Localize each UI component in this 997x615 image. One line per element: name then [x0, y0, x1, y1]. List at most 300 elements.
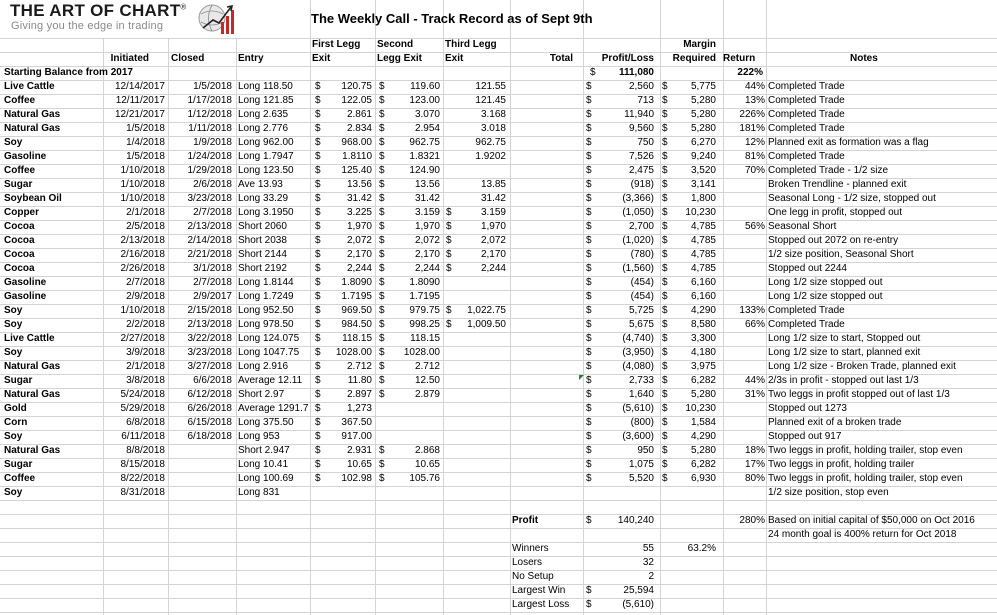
commodity: Copper	[4, 207, 39, 218]
currency-sign: $	[379, 361, 385, 372]
second-legg-exit: 2,072	[414, 235, 440, 246]
brand-logo	[0, 0, 310, 38]
initiated-date: 1/10/2018	[120, 193, 165, 204]
profit-value: 140,240	[617, 515, 654, 526]
currency-sign: $	[315, 389, 321, 400]
closed-date: 2/6/2018	[193, 179, 232, 190]
currency-sign: $	[315, 375, 321, 386]
initiated-date: 1/4/2018	[126, 137, 165, 148]
note: Seasonal Short	[768, 221, 837, 232]
largest-loss-value: (5,610)	[622, 599, 654, 610]
profit-loss: (800)	[630, 417, 654, 428]
header-total: Total	[549, 53, 573, 64]
currency-sign: $	[586, 333, 592, 344]
currency-sign: $	[662, 389, 668, 400]
currency-sign: $	[586, 417, 592, 428]
header-notes: Notes	[850, 53, 878, 64]
no-setup-label: No Setup	[512, 571, 554, 582]
currency-sign: $	[586, 123, 592, 134]
profit-loss: (780)	[630, 249, 654, 260]
currency-sign: $	[315, 291, 321, 302]
second-legg-exit: 962.75	[409, 137, 440, 148]
third-legg-exit: 121.55	[475, 81, 506, 92]
currency-sign: $	[315, 277, 321, 288]
currency-sign: $	[586, 459, 592, 470]
first-legg-exit: 1.7195	[341, 291, 372, 302]
currency-sign: $	[586, 151, 592, 162]
entry: Long 962.00	[238, 137, 294, 148]
commodity: Soy	[4, 319, 23, 330]
currency-sign: $	[379, 221, 385, 232]
second-legg-exit: 119.60	[410, 81, 440, 92]
entry: Long 1.7947	[238, 151, 294, 162]
currency-sign: $	[379, 291, 385, 302]
third-legg-exit: 2,244	[480, 263, 506, 274]
currency-sign: $	[662, 333, 668, 344]
first-legg-exit: 1.8090	[341, 277, 372, 288]
currency-sign: $	[315, 165, 321, 176]
initiated-date: 1/10/2018	[120, 305, 165, 316]
profit-loss: 5,725	[628, 305, 654, 316]
commodity: Soy	[4, 431, 23, 442]
return-percent: 80%	[744, 473, 765, 484]
grid-column-line	[310, 0, 311, 615]
currency-sign: $	[315, 123, 321, 134]
closed-date: 2/7/2018	[193, 207, 232, 218]
commodity: Natural Gas	[4, 389, 61, 400]
currency-sign: $	[315, 109, 321, 120]
profit-loss: 1,075	[628, 459, 654, 470]
currency-sign: $	[315, 403, 321, 414]
header-third-exit: Exit	[445, 53, 464, 64]
currency-sign: $	[662, 123, 668, 134]
closed-date: 6/18/2018	[187, 431, 232, 442]
entry: Long 1047.75	[238, 347, 300, 358]
third-legg-exit: 2,072	[480, 235, 506, 246]
currency-sign: $	[586, 207, 592, 218]
first-legg-exit: 31.42	[346, 193, 372, 204]
currency-sign: $	[446, 305, 452, 316]
entry: Long 124.075	[238, 333, 300, 344]
currency-sign: $	[379, 459, 385, 470]
currency-sign: $	[315, 207, 321, 218]
currency-sign: $	[586, 179, 592, 190]
entry: Long 375.50	[238, 417, 294, 428]
first-legg-exit: 125.40	[341, 165, 372, 176]
second-legg-exit: 2.954	[414, 123, 440, 134]
commodity: Soybean Oil	[4, 193, 62, 204]
initiated-date: 2/16/2018	[120, 249, 165, 260]
entry: Long 33.29	[238, 193, 289, 204]
margin-required: 6,282	[690, 375, 716, 386]
closed-date: 3/23/2018	[187, 347, 232, 358]
first-legg-exit: 984.50	[341, 319, 372, 330]
currency-sign: $	[315, 193, 321, 204]
note: Completed Trade	[768, 319, 845, 330]
second-legg-exit: 13.56	[414, 179, 440, 190]
logo-name: THE ART OF CHART®	[10, 1, 187, 20]
return-percent: 133%	[739, 305, 765, 316]
commodity: Cocoa	[4, 263, 35, 274]
commodity: Soy	[4, 487, 23, 498]
commodity: Sugar	[4, 179, 33, 190]
note: Long 1/2 size stopped out	[768, 291, 883, 302]
initiated-date: 2/26/2018	[120, 263, 165, 274]
commodity: Gasoline	[4, 291, 47, 302]
margin-required: 3,520	[690, 165, 716, 176]
initiated-date: 5/24/2018	[120, 389, 165, 400]
profit-loss: (4,740)	[622, 333, 654, 344]
currency-sign: $	[662, 473, 668, 484]
currency-sign: $	[586, 109, 592, 120]
header-initiated: Initiated	[110, 53, 149, 64]
currency-sign: $	[662, 277, 668, 288]
entry: Long 3.1950	[238, 207, 294, 218]
closed-date	[168, 444, 232, 458]
third-legg-exit: 2,170	[480, 249, 506, 260]
currency-sign: $	[586, 305, 592, 316]
header-second-exit: Legg Exit	[377, 53, 423, 64]
currency-sign: $	[315, 263, 321, 274]
note: Long 1/2 size to start, Stopped out	[768, 333, 921, 344]
currency-sign: $	[586, 235, 592, 246]
currency-sign: $	[379, 193, 385, 204]
currency-sign: $	[446, 263, 452, 274]
grid-column-line	[375, 0, 376, 615]
closed-date	[168, 458, 232, 472]
second-legg-exit: 1.8321	[409, 151, 440, 162]
comment-indicator	[579, 375, 584, 380]
entry: Short 2.947	[238, 445, 290, 456]
closed-date: 2/7/2018	[193, 277, 232, 288]
note: Completed Trade	[768, 109, 845, 120]
note: Stopped out 2072 on re-entry	[768, 235, 899, 246]
profit-loss: 11,940	[624, 109, 654, 120]
profit-label: Profit	[512, 515, 539, 526]
profit-loss: (3,366)	[622, 193, 654, 204]
margin-required: 6,160	[690, 277, 716, 288]
currency-sign: $	[379, 109, 385, 120]
currency-sign: $	[315, 235, 321, 246]
currency-sign: $	[586, 165, 592, 176]
entry: Long 10.41	[238, 459, 289, 470]
currency-sign: $	[662, 459, 668, 470]
commodity: Soy	[4, 347, 23, 358]
entry: Long 2.776	[238, 123, 289, 134]
initiated-date: 3/9/2018	[126, 347, 165, 358]
currency-sign: $	[586, 263, 592, 274]
third-legg-exit: 3.159	[480, 207, 506, 218]
summary-note-capital: Based on initial capital of $50,000 on Oct 2016	[768, 515, 975, 526]
closed-date: 3/27/2018	[187, 361, 232, 372]
first-legg-exit: 968.00	[341, 137, 372, 148]
profit-loss: 1,640	[628, 389, 654, 400]
currency-sign: $	[662, 109, 668, 120]
currency-sign: $	[586, 375, 592, 386]
return-percent: 17%	[744, 459, 765, 470]
first-legg-exit: 2.834	[346, 123, 372, 134]
entry: Short 2192	[238, 263, 287, 274]
return-percent: 18%	[744, 445, 765, 456]
profit-return: 280%	[739, 515, 765, 526]
second-legg-exit: 1.7195	[409, 291, 440, 302]
margin-required: 4,180	[690, 347, 716, 358]
second-legg-exit: 979.75	[409, 305, 440, 316]
grid-row-line	[0, 612, 997, 613]
currency-sign: $	[662, 347, 668, 358]
profit-loss: (5,610)	[622, 403, 654, 414]
winners-count: 55	[642, 543, 654, 554]
return-percent: 56%	[744, 221, 765, 232]
first-legg-exit: 2.861	[346, 109, 372, 120]
commodity: Coffee	[4, 473, 36, 484]
grid-column-line	[443, 0, 444, 615]
currency-sign: $	[379, 347, 385, 358]
second-legg-exit: 2.868	[414, 445, 440, 456]
currency-sign: $	[662, 361, 668, 372]
entry: Short 2144	[238, 249, 287, 260]
closed-date: 1/11/2018	[188, 123, 232, 134]
winners-label: Winners	[512, 543, 549, 554]
grid-column-line	[510, 0, 511, 615]
second-legg-exit: 998.25	[409, 319, 440, 330]
initiated-date: 8/31/2018	[120, 487, 165, 498]
initiated-date: 1/5/2018	[126, 123, 165, 134]
header-profit-loss: Profit/Loss	[601, 53, 654, 64]
currency-sign: $	[662, 137, 668, 148]
first-legg-exit: 122.05	[341, 95, 372, 106]
second-legg-exit: 3.159	[414, 207, 440, 218]
header-second-legg: Second	[377, 39, 414, 50]
profit-loss: (454)	[630, 277, 654, 288]
initiated-date: 3/8/2018	[126, 375, 165, 386]
third-legg-exit: 3.018	[480, 123, 506, 134]
entry: Short 2.97	[238, 389, 285, 400]
third-legg-exit: 3.168	[480, 109, 506, 120]
margin-required: 5,280	[690, 95, 716, 106]
currency-sign: $	[379, 305, 385, 316]
commodity: Sugar	[4, 375, 33, 386]
starting-balance-return: 222%	[737, 67, 763, 78]
commodity: Natural Gas	[4, 109, 61, 120]
header-third-legg: Third Legg	[445, 39, 497, 50]
second-legg-exit: 124.90	[409, 165, 440, 176]
currency-sign: $	[379, 277, 385, 288]
commodity: Natural Gas	[4, 445, 61, 456]
closed-date: 2/13/2018	[187, 221, 232, 232]
profit-loss: (3,950)	[622, 347, 654, 358]
entry: Ave 13.93	[238, 179, 283, 190]
currency-sign: $	[446, 249, 452, 260]
starting-balance-value: 111,080	[618, 67, 654, 78]
second-legg-exit: 10.65	[414, 459, 440, 470]
initiated-date: 1/10/2018	[120, 179, 165, 190]
currency-sign: $	[379, 207, 385, 218]
currency-sign: $	[379, 151, 385, 162]
initiated-date: 2/1/2018	[126, 207, 165, 218]
grid-column-line	[583, 0, 584, 615]
entry: Long 952.50	[238, 305, 294, 316]
initiated-date: 8/8/2018	[126, 445, 165, 456]
currency-sign: $	[379, 235, 385, 246]
grid-row-line	[0, 570, 997, 571]
currency-sign: $	[662, 235, 668, 246]
currency-sign: $	[586, 137, 592, 148]
entry: Long 123.50	[238, 165, 294, 176]
commodity: Corn	[4, 417, 28, 428]
profit-loss: 2,733	[628, 375, 654, 386]
currency-sign: $	[662, 403, 668, 414]
currency-sign: $	[446, 235, 452, 246]
margin-required: 10,230	[685, 403, 716, 414]
profit-loss: 2,700	[628, 221, 654, 232]
currency-sign: $	[446, 207, 452, 218]
first-legg-exit: 1,970	[346, 221, 372, 232]
third-legg-exit: 13.85	[480, 179, 506, 190]
margin-required: 4,785	[690, 249, 716, 260]
third-legg-exit: 121.45	[475, 95, 506, 106]
currency-sign: $	[586, 361, 592, 372]
margin-required: 1,800	[690, 193, 716, 204]
return-percent: 13%	[744, 95, 765, 106]
note: Completed Trade	[768, 95, 845, 106]
currency-sign: $	[662, 179, 668, 190]
currency-sign: $	[315, 347, 321, 358]
entry: Long 1.7249	[238, 291, 294, 302]
note: Planned exit of a broken trade	[768, 417, 902, 428]
note: Stopped out 917	[768, 431, 842, 442]
note: Completed Trade	[768, 151, 845, 162]
currency-sign: $	[662, 445, 668, 456]
entry: Long 2.916	[238, 361, 289, 372]
currency-sign: $	[586, 473, 592, 484]
margin-required: 5,280	[690, 123, 716, 134]
currency-sign: $	[315, 151, 321, 162]
profit-currency: $	[586, 515, 592, 526]
return-percent: 31%	[744, 389, 765, 400]
first-legg-exit: 1,273	[346, 403, 372, 414]
profit-loss: 713	[637, 95, 654, 106]
currency-sign: $	[662, 165, 668, 176]
entry: Short 2060	[238, 221, 287, 232]
initiated-date: 1/10/2018	[120, 165, 165, 176]
currency-sign: $	[379, 179, 385, 190]
return-percent: 44%	[744, 375, 765, 386]
note: Completed Trade	[768, 81, 845, 92]
first-legg-exit: 969.50	[341, 305, 372, 316]
note: Stopped out 1273	[768, 403, 847, 414]
grid-column-line	[766, 0, 767, 615]
commodity: Cocoa	[4, 235, 35, 246]
margin-required: 4,785	[690, 263, 716, 274]
largest-loss-currency: $	[586, 599, 592, 610]
closed-date: 6/15/2018	[187, 417, 232, 428]
header-margin: Margin	[683, 39, 716, 50]
currency-sign: $	[662, 95, 668, 106]
margin-required: 3,300	[690, 333, 716, 344]
closed-date: 2/15/2018	[187, 305, 232, 316]
header-first-exit: Exit	[312, 53, 331, 64]
closed-date: 3/1/2018	[193, 263, 232, 274]
first-legg-exit: 2.897	[346, 389, 372, 400]
grid-row-line	[0, 584, 997, 585]
currency-sign: $	[662, 249, 668, 260]
first-legg-exit: 118.15	[342, 333, 372, 344]
grid-row-line	[0, 556, 997, 557]
commodity: Live Cattle	[4, 333, 55, 344]
second-legg-exit: 123.00	[409, 95, 440, 106]
first-legg-exit: 2,170	[346, 249, 372, 260]
second-legg-exit: 2,170	[414, 249, 440, 260]
second-legg-exit: 31.42	[414, 193, 440, 204]
first-legg-exit: 2.712	[346, 361, 372, 372]
currency-sign: $	[315, 417, 321, 428]
margin-required: 5,775	[690, 81, 716, 92]
profit-loss: (454)	[630, 291, 654, 302]
note: 1/2 size position, stop even	[768, 487, 889, 498]
logo-tagline: Giving you the edge in trading	[11, 20, 164, 32]
profit-loss: (1,050)	[622, 207, 654, 218]
profit-loss: 950	[637, 445, 654, 456]
currency-sign: $	[662, 305, 668, 316]
currency-sign: $	[586, 431, 592, 442]
entry: Long 121.85	[238, 95, 294, 106]
currency-sign: $	[586, 193, 592, 204]
profit-loss: (3,600)	[622, 431, 654, 442]
currency-sign: $	[586, 389, 592, 400]
currency-sign: $	[586, 95, 592, 106]
second-legg-exit: 2,244	[414, 263, 440, 274]
commodity: Natural Gas	[4, 123, 61, 134]
note: Long 1/2 size stopped out	[768, 277, 883, 288]
note: Long 1/2 size - Broken Trade, planned exit	[768, 361, 956, 372]
note: Two leggs in profit, holding trailer, stop even	[768, 473, 963, 484]
currency-sign: $	[315, 305, 321, 316]
first-legg-exit: 1.8110	[342, 151, 372, 162]
third-legg-exit: 1,009.50	[467, 319, 506, 330]
closed-date: 6/12/2018	[187, 389, 232, 400]
entry: Long 100.69	[238, 473, 294, 484]
commodity: Cocoa	[4, 221, 35, 232]
note: Two leggs in profit stopped out of last 1/3	[768, 389, 950, 400]
initiated-date: 6/8/2018	[126, 417, 165, 428]
profit-loss: 7,526	[628, 151, 654, 162]
currency-sign: $	[586, 319, 592, 330]
return-percent: 226%	[739, 109, 765, 120]
closed-date: 1/24/2018	[187, 151, 232, 162]
currency-sign: $	[662, 319, 668, 330]
closed-date: 2/21/2018	[187, 249, 232, 260]
first-legg-exit: 2,072	[346, 235, 372, 246]
losers-count: 32	[642, 557, 654, 568]
currency-sign: $	[662, 263, 668, 274]
first-legg-exit: 917.00	[341, 431, 372, 442]
currency-sign: $	[662, 81, 668, 92]
currency-sign: $	[662, 375, 668, 386]
closed-date: 3/23/2018	[187, 193, 232, 204]
first-legg-exit: 2,244	[346, 263, 372, 274]
currency-sign: $	[315, 137, 321, 148]
second-legg-exit: 2.879	[414, 389, 440, 400]
third-legg-exit: 1.9202	[475, 151, 506, 162]
currency-sign: $	[379, 137, 385, 148]
losers-label: Losers	[512, 557, 543, 568]
currency-sign: $	[586, 277, 592, 288]
second-legg-exit: 1,970	[414, 221, 440, 232]
currency-sign: $	[379, 123, 385, 134]
currency-sign: $	[315, 473, 321, 484]
initiated-date: 2/27/2018	[120, 333, 165, 344]
